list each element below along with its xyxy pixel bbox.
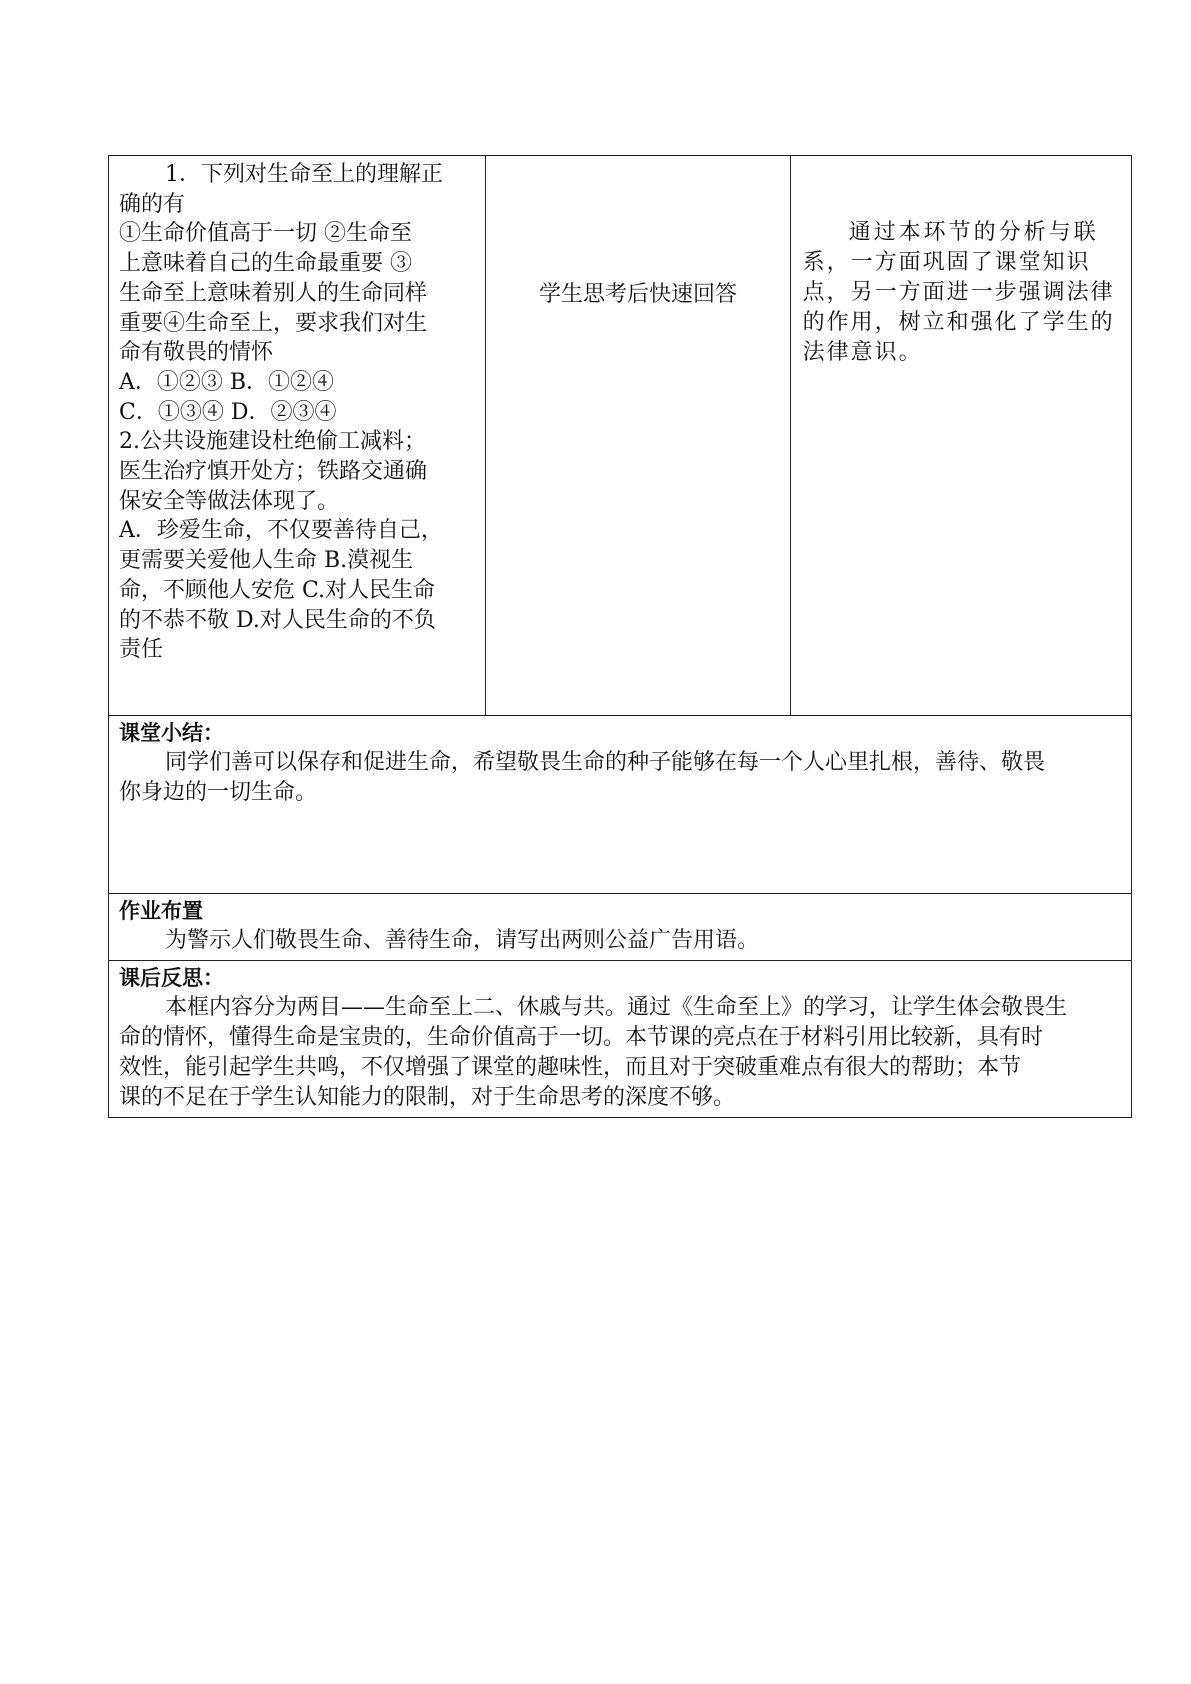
question-line: 医生治疗慎开处方；铁路交通确 — [119, 459, 428, 485]
answer-options-line: 的不恭不敬 D.对人民生命的不负 — [119, 607, 436, 633]
question-line: 重要④生命至上，要求我们对生 — [119, 310, 428, 336]
reflection-row — [109, 961, 1132, 1118]
lesson-plan-table — [108, 155, 1132, 1118]
question-line: 2.公共设施建设杜绝偷工减料； — [119, 429, 426, 455]
practice-questions — [109, 156, 485, 673]
practice-row — [109, 156, 1132, 716]
answer-options-line: 责任 — [119, 637, 164, 663]
homework-cell — [109, 894, 1132, 961]
question-line: 1．下列对生命至上的理解正 — [165, 162, 443, 187]
student-activity-cell — [486, 156, 790, 716]
design-intent-cell — [790, 156, 1131, 716]
summary-cell — [109, 716, 1132, 894]
design-intent-line: 的作用，树立和强化了学生的 — [802, 310, 1115, 335]
answer-options-line: A．①②③ B．①②④ — [119, 369, 335, 395]
question-line: 生命至上意味着别人的生命同样 — [119, 280, 428, 306]
reflection-line: 本框内容分为两目——生命至上二、休戚与共。通过《生命至上》的学习，让学生体会敬畏生 — [165, 995, 1068, 1020]
homework-line: 为警示人们敬畏生命、善待生命，请写出两则公益广告用语。 — [165, 928, 760, 953]
student-activity-text: 学生思考后快速回答 — [539, 282, 738, 307]
summary-row — [109, 716, 1132, 894]
homework-title: 作业布置 — [119, 899, 203, 923]
design-intent-line: 系，一方面巩固了课堂知识 — [802, 250, 1091, 275]
answer-options-line: 命，不顾他人安危 C.对人民生命 — [119, 577, 436, 603]
reflection-title: 课后反思： — [119, 966, 224, 990]
question-line: 确的有 — [119, 191, 186, 217]
homework-row — [109, 894, 1132, 961]
summary-line: 同学们善可以保存和促进生命，希望敬畏生命的种子能够在每一个人心里扎根，善待、敬畏 — [165, 750, 1046, 775]
answer-options-line: A．珍爱生命，不仅要善待自己， — [119, 518, 443, 544]
question-line: 命有敬畏的情怀 — [119, 340, 274, 366]
reflection-line: 效性，能引起学生共鸣，不仅增强了课堂的趣味性，而且对于突破重难点有很大的帮助；本节 — [119, 1055, 1022, 1080]
question-line: 上意味着自己的生命最重要 ③ — [119, 251, 412, 277]
homework-body — [109, 926, 1131, 960]
question-line: ①生命价值高于一切 ②生命至 — [119, 221, 412, 247]
reflection-line: 命的情怀，懂得生命是宝贵的，生命价值高于一切。本节课的亮点在于材料引用比较新，具有时 — [119, 1025, 1044, 1050]
answer-options-line: 更需要关爱他人生命 B.漠视生 — [119, 548, 414, 574]
summary-body — [109, 748, 1131, 812]
summary-line: 你身边的一切生命。 — [119, 780, 318, 805]
design-intent-line: 法律意识。 — [802, 340, 923, 365]
design-intent-line: 通过本环节的分析与联 — [848, 220, 1099, 245]
answer-options-line: C．①③④ D．②③④ — [119, 399, 337, 425]
reflection-body — [109, 993, 1131, 1117]
practice-questions-cell — [109, 156, 486, 716]
reflection-cell — [109, 961, 1132, 1118]
design-intent-line: 点，另一方面进一步强调法律 — [802, 280, 1115, 305]
question-line: 保安全等做法体现了。 — [119, 488, 340, 514]
summary-title: 课堂小结： — [119, 721, 224, 745]
design-intent-text — [791, 156, 1131, 368]
reflection-line: 课的不足在于学生认知能力的限制，对于生命思考的深度不够。 — [119, 1085, 736, 1110]
